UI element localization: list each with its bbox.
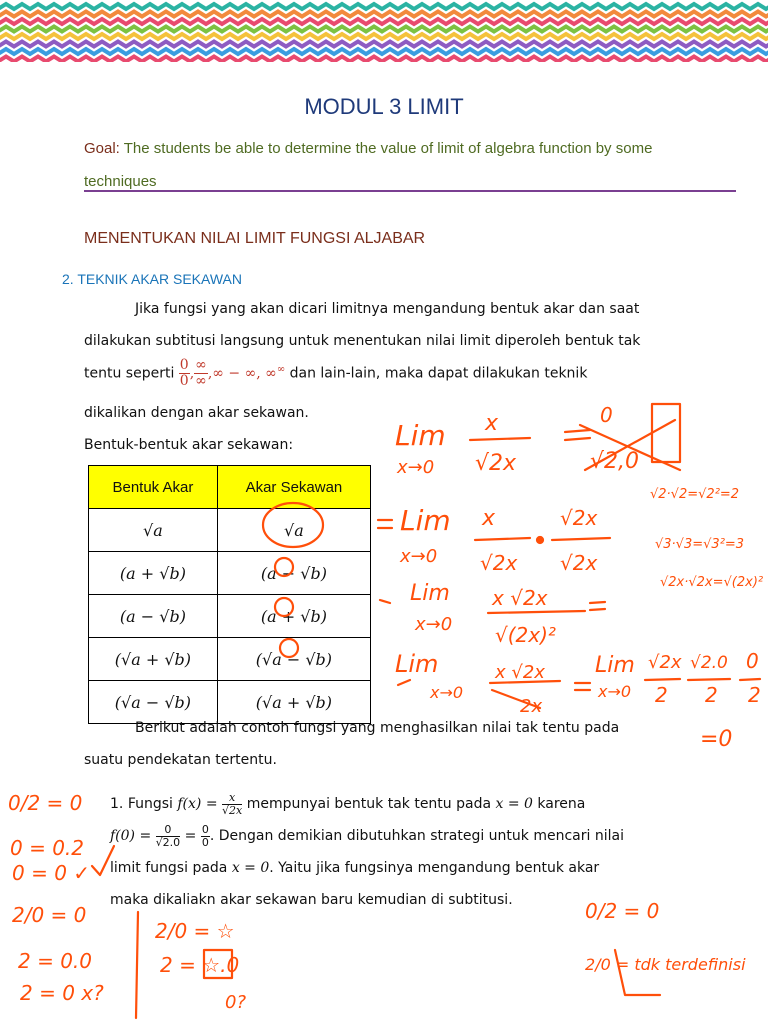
- hw-lim-5: Lim: [595, 653, 635, 678]
- indeterminate-forms: ,∞ − ∞, ∞: [207, 365, 277, 382]
- hw-circle-minus-1: [275, 558, 293, 576]
- example-cond: x = 0: [495, 796, 533, 812]
- example-mid: mempunyai bentuk tak tentu pada: [246, 796, 492, 812]
- cell-form: (a − √b): [89, 595, 218, 638]
- example-line3-cond: x = 0: [231, 860, 270, 876]
- example-number: 1.: [110, 796, 124, 812]
- hw-checkmark: [92, 846, 114, 875]
- para1-line3-end: dan lain-lain, maka dapat dilakukan teknik: [289, 365, 588, 382]
- hw-lim-4: Lim: [395, 650, 439, 678]
- hw-right-note-1: 0/2 = 0: [585, 899, 660, 923]
- hw-den-5: 2: [655, 683, 668, 707]
- para1-line2: dilakukan subtitusi langsung untuk menentukan nilai limit diperoleh bentuk tak: [84, 333, 641, 349]
- hw-den-4: 2x: [520, 696, 543, 717]
- hw-sub-result: √2,0: [590, 449, 640, 474]
- para1-line5: Bentuk-bentuk akar sekawan:: [84, 437, 294, 453]
- hw-conj-num: √2x: [560, 506, 598, 530]
- cell-conjugate: (√a − √b): [217, 638, 370, 681]
- hw-left-note-1: 0/2 = 0: [8, 791, 83, 815]
- hw-approach-5: x→0: [598, 682, 632, 701]
- hw-num-5: √2x: [648, 652, 682, 673]
- hw-bar-3: [488, 611, 585, 613]
- fx-expr: f(x) =: [177, 796, 218, 812]
- subsection-title: 2. TEKNIK AKAR SEKAWAN: [62, 271, 242, 287]
- hw-left-note-4: 2/0 = 0: [12, 903, 87, 927]
- hw-side-note-1: √2·√2=√2²=2: [650, 487, 740, 502]
- hw-den-2: √2x: [480, 551, 518, 575]
- hw-circle-minus-2: [280, 639, 298, 657]
- hw-num-3: x √2x: [492, 586, 548, 610]
- goal-label: Goal:: [84, 140, 120, 157]
- para2-line2: suatu pendekatan tertentu.: [84, 752, 277, 768]
- hw-zero-top: 0: [600, 403, 613, 427]
- frac-den: 0: [201, 835, 209, 849]
- hw-left-note-5: 2 = 0.0: [18, 949, 93, 973]
- hw-left-note-6: 2 = 0 x?: [20, 981, 104, 1005]
- hw-num-x-2: x: [482, 506, 496, 531]
- hw-num-7: 0: [746, 649, 759, 673]
- hw-dot: [537, 537, 543, 543]
- hw-conj-den: √2x: [560, 551, 598, 575]
- hw-den-7: 2: [748, 683, 761, 707]
- hw-box-1: [652, 404, 680, 462]
- hw-bars-5: [645, 679, 760, 680]
- hw-right-note-2: 2/0 = tdk terdefinisi: [585, 955, 746, 974]
- page-title: MODUL 3 LIMIT: [304, 94, 464, 119]
- hw-result: =0: [700, 727, 733, 752]
- hw-approach-1: x→0: [397, 457, 435, 478]
- hw-approach-4: x→0: [430, 683, 464, 702]
- hw-den-1: √2x: [475, 451, 517, 476]
- hw-mark-4: [398, 680, 410, 685]
- hw-den-6: 2: [705, 683, 718, 707]
- header-bentuk-akar: Bentuk Akar: [89, 466, 218, 509]
- frac-den: 0: [179, 373, 189, 389]
- hw-left-note-2: 0 = 0.2: [10, 836, 85, 860]
- example-line3-text: limit fungsi pada: [110, 860, 228, 876]
- cell-form: (√a + √b): [89, 638, 218, 681]
- hw-mid-note-3: 0?: [225, 992, 247, 1013]
- hw-num-6: √2.0: [690, 653, 728, 673]
- example-line3-rest: . Yaitu jika fungsinya mengandung bentuk akar: [269, 860, 600, 876]
- cell-form: (√a − √b): [89, 681, 218, 724]
- para1-line3: tentu seperti $\frac{0}{0}$, $\frac{\infty}{\infty},\infty$ − ∞, ∞∞ dan lain-lain, maka dapat dilakukan teknik: [84, 357, 588, 389]
- hw-equals-3: [590, 602, 605, 610]
- cell-conjugate: (√a + √b): [217, 681, 370, 724]
- frac-num: ∞: [195, 357, 207, 373]
- frac-num: x: [222, 792, 242, 805]
- hw-num-x-1: x: [485, 411, 499, 436]
- frac-den: √2.0: [155, 835, 181, 849]
- para1-line3-start: tentu seperti: [84, 365, 175, 382]
- hw-approach-3: x→0: [415, 614, 453, 635]
- hw-lim-2: Lim: [400, 504, 451, 537]
- inf-exponent: ∞: [276, 363, 286, 375]
- hw-side-note-2: √3·√3=√3²=3: [655, 537, 745, 552]
- equals: =: [184, 828, 197, 844]
- hw-mid-note-2: 2 = ☆.0: [160, 953, 240, 977]
- hw-mid-note-1: 2/0 = ☆: [155, 919, 235, 943]
- frac-den: ∞: [195, 373, 207, 389]
- hw-side-note-3: √2x·√2x=√(2x)²: [660, 575, 764, 590]
- frac-num: 0: [156, 824, 181, 837]
- hw-num-4: x √2x: [495, 662, 545, 683]
- hw-mark-3: [380, 600, 390, 603]
- hw-circle-sqrt: [263, 503, 323, 547]
- hw-den-3: √(2x)²: [495, 623, 556, 647]
- hw-vertical-line: [136, 912, 138, 1018]
- cell-form: (a + √b): [89, 552, 218, 595]
- hw-approach-2: x→0: [400, 546, 438, 567]
- para1-line4: dikalikan dengan akar sekawan.: [84, 405, 309, 421]
- goal-text: The students be able to determine the value of limit of algebra function by some techniques: [84, 140, 653, 190]
- para1-line1: Jika fungsi yang akan dicari limitnya mengandung bentuk akar dan saat: [135, 301, 640, 317]
- section-title: MENENTUKAN NILAI LIMIT FUNGSI ALJABAR: [84, 230, 426, 247]
- f0-expr: f(0) =: [110, 828, 152, 844]
- cell-conjugate: (a − √b): [217, 552, 370, 595]
- example-end: karena: [537, 796, 586, 812]
- example-word: Fungsi: [127, 796, 173, 812]
- header-akar-sekawan: Akar Sekawan: [217, 466, 370, 509]
- frac-den: √2x: [222, 803, 243, 817]
- para2-line1: Berikut adalah contoh fungsi yang menghasilkan nilai tak tentu pada: [135, 720, 620, 736]
- cell-conjugate: (a + √b): [217, 595, 370, 638]
- hw-lim-3: Lim: [410, 581, 450, 606]
- example-line2-rest: . Dengan demikian dibutuhkan strategi untuk mencari nilai: [209, 828, 624, 844]
- hw-equals-2: [378, 520, 392, 528]
- frac-num: 0: [179, 357, 189, 373]
- example-line4: maka dikaliakn akar sekawan baru kemudian di subtitusi.: [110, 892, 513, 908]
- hw-lim-1: Lim: [395, 419, 446, 452]
- hw-bar-1: [470, 438, 530, 440]
- cell-conjugate: √a: [217, 509, 370, 552]
- hw-equals-1: [565, 430, 590, 440]
- hw-circle-plus: [275, 598, 293, 616]
- frac-num: 0: [201, 822, 209, 836]
- cell-form: √a: [89, 509, 218, 552]
- hw-left-note-3: 0 = 0 ✓: [12, 861, 91, 885]
- hw-equals-4: [575, 683, 590, 690]
